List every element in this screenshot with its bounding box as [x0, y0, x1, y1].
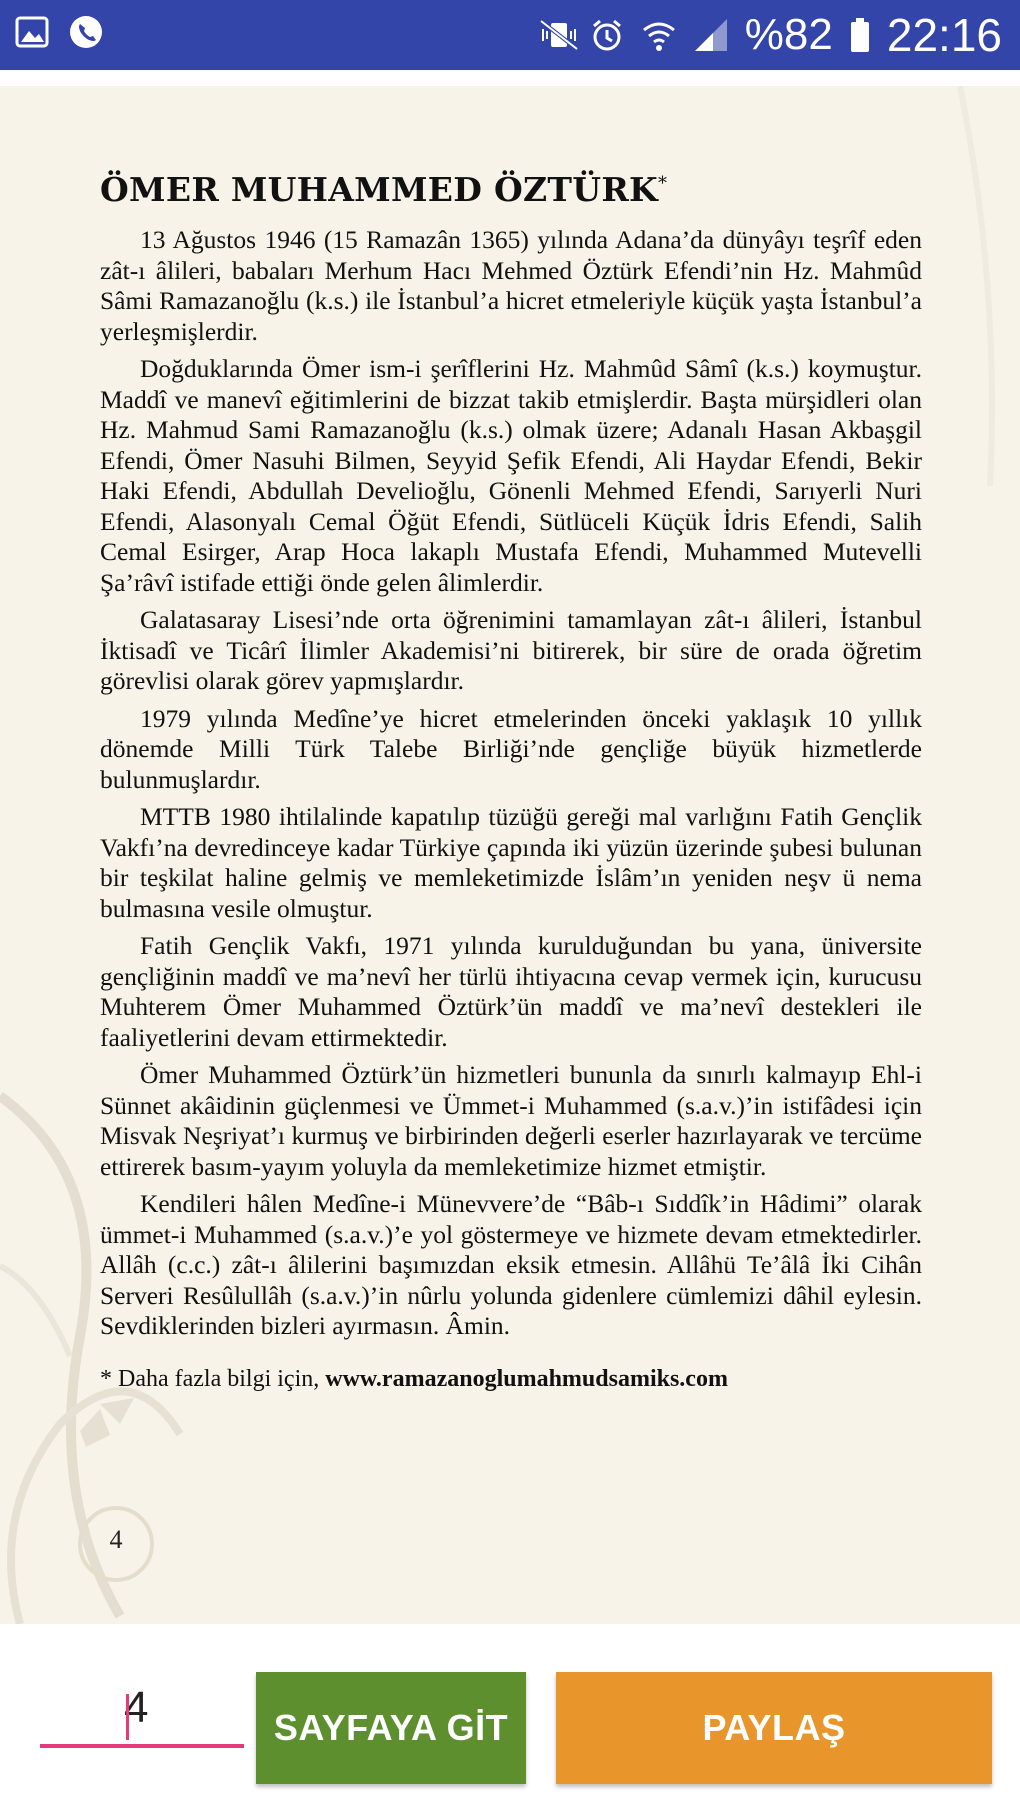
- status-left-icons: [14, 14, 104, 50]
- share-button[interactable]: PAYLAŞ: [556, 1672, 992, 1784]
- paragraph: Ömer Muhammed Öztürk’ün hizmetleri bununla da sınırlı kalmayıp Ehl-i Sünnet akâidinin güçlenmesi ve Ümmet-i Muhammed (s.a.v.)’in istifâdesi için Misvak Neşriyat’ı kurmuş ve birbirinden değerli eserler hazırlayarak ve tercüme ettirerek basım-yayım yoluyla da memleketimize hizmet etmiştir.: [100, 1060, 922, 1181]
- image-icon: [14, 14, 50, 50]
- clock: 22:16: [886, 9, 1002, 61]
- page-number: 4: [109, 1525, 123, 1554]
- status-right-icons: [537, 0, 1002, 70]
- title-text: ÖMER MUHAMMED ÖZTÜRK: [100, 170, 659, 209]
- battery-percent: %82: [744, 10, 833, 59]
- paragraph: Kendileri hâlen Medîne-i Münevvere’de “Bâb-ı Sıddîk’in Hâdimi” olarak ümmet-i Muhammed (s.a.v.)’e yol göstermeye ve hizmete devam etmektedirler. Allâh (c.c.) zât-ı âlilerini başımızdan eksik etmesin. Allâhü Te’âlâ İki Cihân Serveri Resûlullâh (s.a.v.)’in nûrlu yolunda gidenlere cümlemizi dâhil eylesin. Sevdiklerinden bizleri ayırmasın. Âmin.: [100, 1189, 922, 1340]
- page-number-input[interactable]: [40, 1672, 244, 1748]
- book-page[interactable]: [0, 86, 1020, 1624]
- paragraph: 1979 yılında Medîne’ye hicret etmelerinden önceki yaklaşık 10 yıllık dönemde Milli Türk Talebe Birliği’nde gençliğe büyük hizmetlerde bulunmuşlardır.: [100, 703, 922, 794]
- signal-icon: [693, 17, 729, 53]
- paragraph: Fatih Gençlik Vakfı, 1971 yılında kurulduğundan bu yana, üniversite gençliğinin maddî ve ma’nevî her türlü ihtiyacına cevap vermek için, kurucusu Muhterem Ömer Muhammed Öztürk’ün maddî ve ma’nevî destekleri ile faaliyetlerini devam ettirmektedir.: [100, 931, 922, 1052]
- wifi-icon: [641, 17, 677, 53]
- footnote-url: www.ramazanoglumahmudsamiks.com: [325, 1365, 728, 1392]
- paragraph: MTTB 1980 ihtilalinde kapatılıp tüzüğü gereği mal varlığını Fatih Gençlik Vakfı’na devredinceye kadar Türkiye çapında iki yüzün üzerinde şubesi bulunan bir teşkilat haline gelmiş ve memleketimizde İslâm’ın yeniden neşv ü nema bulmasına vesile olmuştur.: [100, 802, 922, 923]
- footnote: [100, 1364, 922, 1394]
- paragraph: Galatasaray Lisesi’nde orta öğrenimini tamamlayan zât-ı âlileri, İstanbul İktisadî ve Ticârî İlimler Akademisi’ni bitirerek, bir süre de orada öğretim görevlisi olarak görev yapmışlardır.: [100, 605, 922, 695]
- mute-vibrate-icon: [537, 17, 573, 53]
- paragraph: 13 Ağustos 1946 (15 Ramazân 1365) yılında Adana’da dünyâyı teşrîf eden zât-ı âlileri, babaları Merhum Hacı Mehmed Öztürk Efendi’nin Hz. Mahmûd Sâmi Ramazanoğlu (k.s.) ile İstanbul’a hicret etmeleriyle küçük yaşta İstanbul’a yerleşmişlerdir.: [100, 225, 922, 346]
- alarm-icon: [589, 17, 625, 53]
- page-title: [100, 170, 922, 209]
- go-to-page-button[interactable]: SAYFAYA GİT: [256, 1672, 526, 1784]
- paragraph: Doğduklarında Ömer ism-i şerîflerini Hz. Mahmûd Sâmî (k.s.) koymuştur. Maddî ve manevî eğitimlerini de bizzat takib etmişlerdir. Başta mürşidleri olan Hz. Mahmud Sami Ramazanoğlu (k.s.) olmak üzere; Adanalı Hasan Akbaşgil Efendi, Ömer Nasuhi Bilmen, Seyyid Şefik Efendi, Ali Haydar Efendi, Bekir Haki Efendi, Abdullah Develioğlu, Gönenli Mehmed Efendi, Sarıyerli Nuri Efendi, Alasonyalı Cemal Öğüt Efendi, Sütlüceli Küçük İdris Efendi, Salih Cemal Esirger, Arap Hoca lakaplı Mustafa Efendi, Muhammed Mutevelli Şa’râvî istifade ettiği önde gelen âlimlerdir.: [100, 354, 922, 597]
- page-content: [100, 170, 922, 1394]
- status-bar: [0, 0, 1020, 70]
- battery-icon: [849, 17, 871, 53]
- text-cursor: [126, 1694, 129, 1740]
- bottom-controls: [0, 1624, 1020, 1813]
- whatsapp-icon: [68, 14, 104, 50]
- footnote-text: * Daha fazla bilgi için,: [100, 1365, 320, 1392]
- title-footnote-mark: *: [658, 173, 668, 194]
